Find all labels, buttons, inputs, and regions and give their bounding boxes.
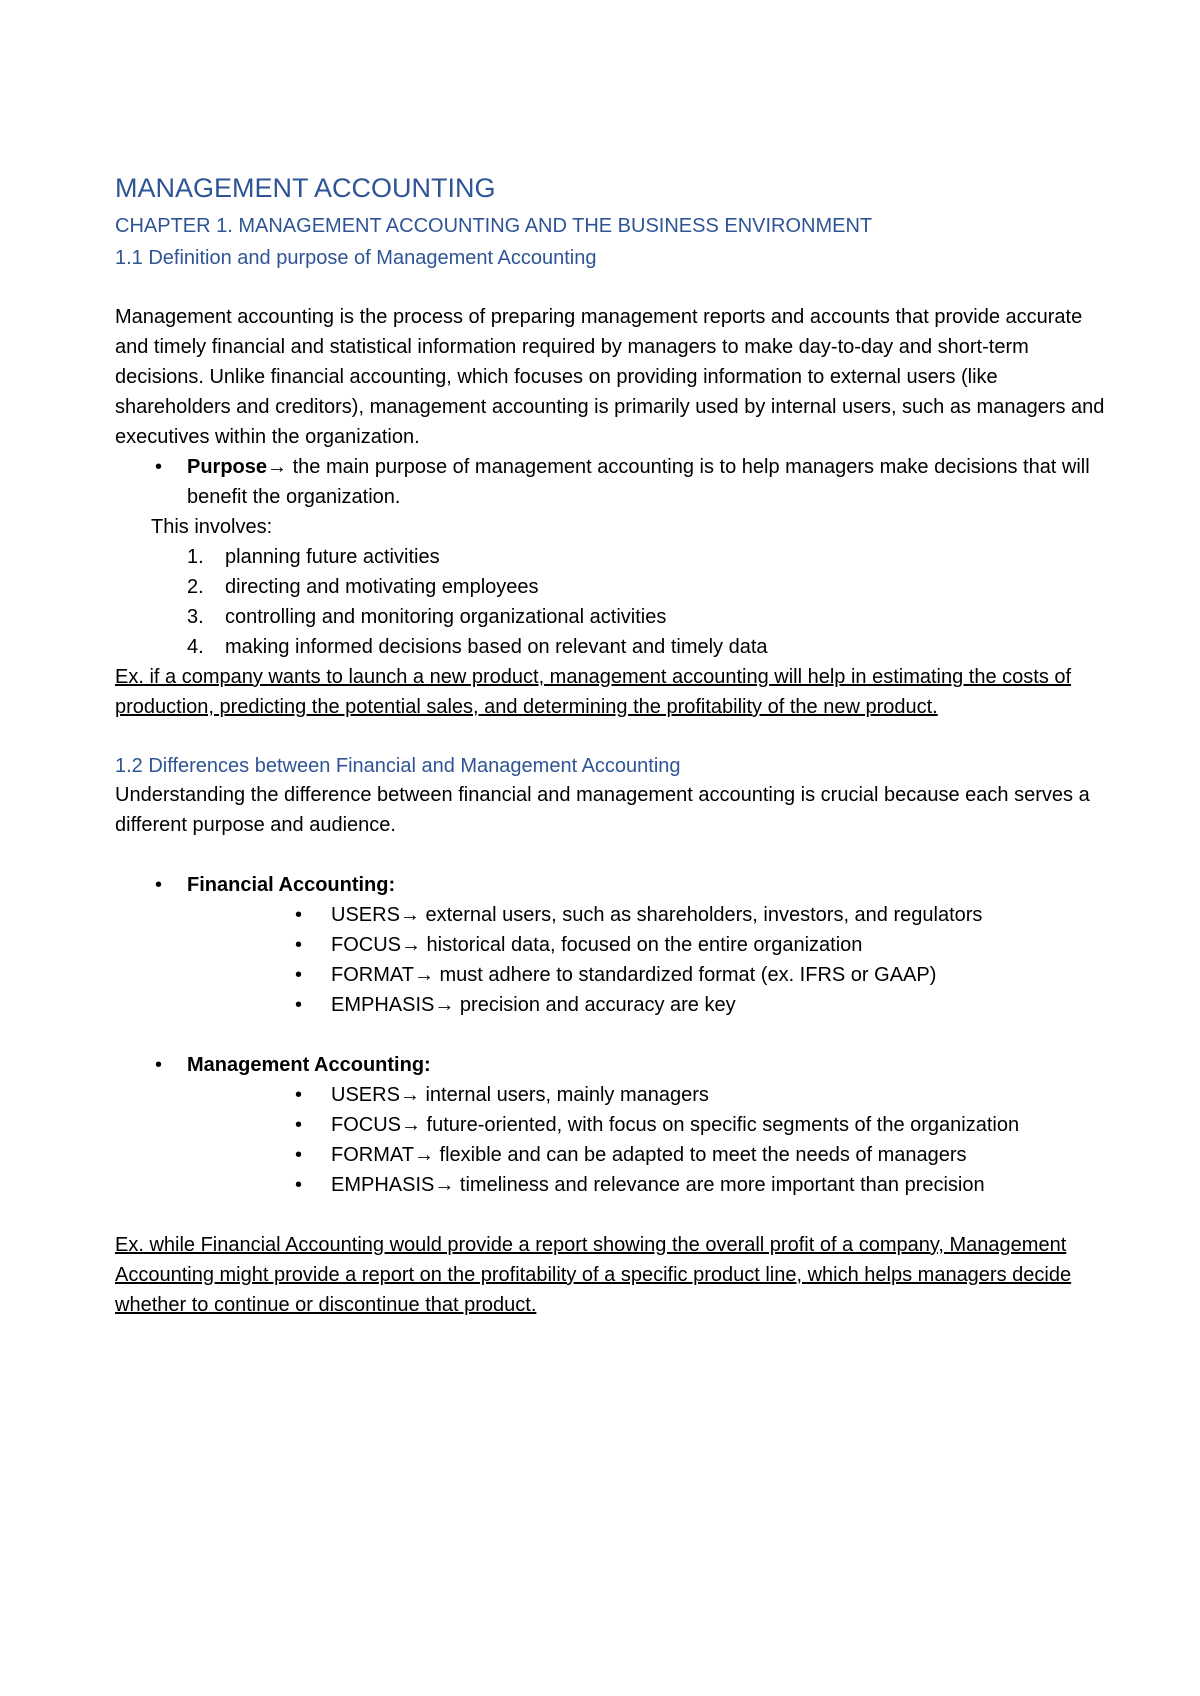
item-key: FOCUS xyxy=(331,934,401,956)
step-number: 3. xyxy=(187,606,204,628)
step-text: directing and motivating employees xyxy=(225,576,539,598)
spacer xyxy=(115,1200,1105,1230)
purpose-text: the main purpose of management accounting is to help managers make decisions that will benefit the organization. xyxy=(187,456,1090,508)
bullet-icon: • xyxy=(295,1084,303,1106)
purpose-label: Purpose xyxy=(187,456,268,478)
bullet-icon: • xyxy=(295,994,303,1016)
spacer xyxy=(115,1020,1105,1050)
involves-label: This involves: xyxy=(151,516,273,538)
management-item xyxy=(115,1170,1105,1200)
arrow-icon: → xyxy=(399,904,420,926)
arrow-icon: → xyxy=(413,1144,434,1166)
financial-item xyxy=(115,960,1105,990)
purpose-bullet xyxy=(115,452,1105,512)
spacer xyxy=(115,272,1105,302)
bullet-icon: • xyxy=(295,964,303,986)
section-1-1-example: Ex. if a company wants to launch a new product, management accounting will help in estimating the costs of production, predicting the potential sales, and determining the profitability of the new product. xyxy=(115,666,1072,718)
spacer xyxy=(115,840,1105,870)
spacer xyxy=(115,722,1105,752)
item-text: future-oriented, with focus on specific segments of the organization xyxy=(421,1114,1020,1136)
section-1-1-intro: Management accounting is the process of preparing management reports and accounts that provide accurate and timely financial and statistical information required by managers to make day-to-day and short-term decisions. Unlike financial accounting, which focuses on providing information to external users (like shareholders and creditors), management accounting is primarily used by internal users, such as managers and executives within the organization. xyxy=(115,306,1105,448)
item-key: EMPHASIS xyxy=(331,1174,435,1196)
arrow-icon: → xyxy=(267,456,288,478)
arrow-icon: → xyxy=(434,1174,455,1196)
arrow-icon: → xyxy=(413,964,434,986)
management-accounting-bullet xyxy=(115,1050,1105,1080)
document-body xyxy=(115,170,1105,1320)
management-item xyxy=(115,1110,1105,1140)
bullet-icon: • xyxy=(295,904,303,926)
bullet-icon: • xyxy=(155,874,163,896)
step-item xyxy=(115,572,1105,602)
item-key: FORMAT xyxy=(331,1144,414,1166)
item-text: must adhere to standardized format (ex. IFRS or GAAP) xyxy=(433,964,937,986)
financial-accounting-label: Financial Accounting: xyxy=(187,874,396,896)
item-text: historical data, focused on the entire organization xyxy=(421,934,863,956)
management-accounting-label: Management Accounting: xyxy=(187,1054,431,1076)
step-number: 2. xyxy=(187,576,204,598)
step-item xyxy=(115,632,1105,662)
management-item xyxy=(115,1080,1105,1110)
bullet-icon: • xyxy=(295,1114,303,1136)
bullet-icon: • xyxy=(295,934,303,956)
bullet-icon: • xyxy=(295,1174,303,1196)
item-text: precision and accuracy are key xyxy=(454,994,736,1016)
item-text: flexible and can be adapted to meet the needs of managers xyxy=(433,1144,967,1166)
arrow-icon: → xyxy=(434,994,455,1016)
bullet-icon: • xyxy=(155,456,163,478)
bullet-icon: • xyxy=(155,1054,163,1076)
bullet-icon: • xyxy=(295,1144,303,1166)
item-key: EMPHASIS xyxy=(331,994,435,1016)
management-item xyxy=(115,1140,1105,1170)
section-1-2-example: Ex. while Financial Accounting would provide a report showing the overall profit of a company, Management Accounting might provide a report on the profitability of a specific product line, which helps managers decide whether to continue or discontinue that product. xyxy=(115,1234,1072,1316)
arrow-icon: → xyxy=(401,1114,421,1136)
section-1-1-heading: 1.1 Definition and purpose of Management Accounting xyxy=(115,247,597,269)
step-text: making informed decisions based on relevant and timely data xyxy=(225,636,768,658)
section-1-2-intro: Understanding the difference between financial and management accounting is crucial because each serves a different purpose and audience. xyxy=(115,784,1090,836)
item-key: FOCUS xyxy=(331,1114,401,1136)
step-item xyxy=(115,602,1105,632)
item-key: USERS xyxy=(331,904,400,926)
financial-accounting-bullet xyxy=(115,870,1105,900)
step-text: planning future activities xyxy=(225,546,440,568)
item-text: external users, such as shareholders, investors, and regulators xyxy=(419,904,983,926)
section-1-2-heading: 1.2 Differences between Financial and Management Accounting xyxy=(115,755,681,777)
step-text: controlling and monitoring organizational activities xyxy=(225,606,667,628)
document-title: MANAGEMENT ACCOUNTING xyxy=(115,173,496,203)
step-number: 1. xyxy=(187,546,204,568)
step-number: 4. xyxy=(187,636,204,658)
item-key: USERS xyxy=(331,1084,400,1106)
financial-item xyxy=(115,900,1105,930)
financial-item xyxy=(115,930,1105,960)
item-text: timeliness and relevance are more important than precision xyxy=(454,1174,985,1196)
arrow-icon: → xyxy=(401,934,421,956)
chapter-heading: CHAPTER 1. MANAGEMENT ACCOUNTING AND THE BUSINESS ENVIRONMENT xyxy=(115,215,873,237)
financial-item xyxy=(115,990,1105,1020)
step-item xyxy=(115,542,1105,572)
item-key: FORMAT xyxy=(331,964,414,986)
item-text: internal users, mainly managers xyxy=(419,1084,709,1106)
arrow-icon: → xyxy=(399,1084,420,1106)
